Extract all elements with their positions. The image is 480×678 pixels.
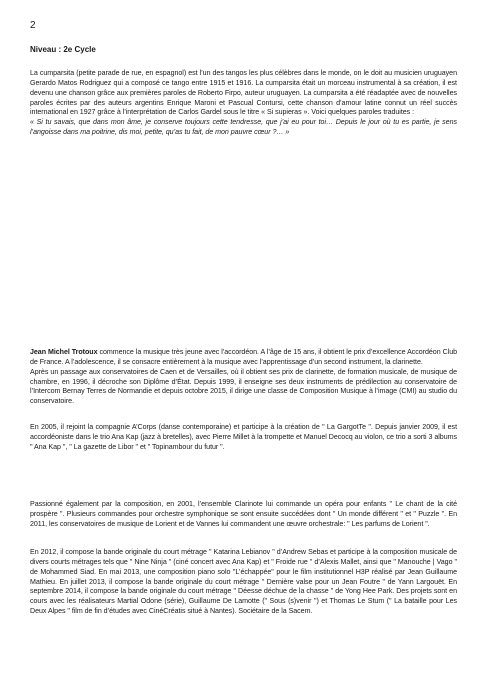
intro-section	[30, 69, 457, 138]
level-heading: Niveau : 2e Cycle	[30, 45, 96, 54]
composer-name: Jean Michel Trotoux	[30, 348, 98, 356]
bio-paragraph-2: En 2005, il rejoint la compagnie A’Corps (danse contemporaine) et participe à la création de " La GargotTe ". Depuis janvier 2009, il est accordéoniste dans le trio Ana Kap (jazz à bretelles), avec Pierre Millet à la trompette et Manuel Decocq au violon, ce trio a sorti 3 albums " Ana Kap ", " La gazette de Libor " et " Topinambour du futur ".	[30, 423, 457, 451]
intro-paragraph: La cumparsita (petite parade de rue, en espagnol) est l’un des tangos les plus célèbres dans le monde, on le doit au musicien uruguayen Gerardo Matos Rodriguez qui a composé ce tango entre 1915 et 1916. La cumparsita était un morceau instrumental à sa création, il est devenu une chanson grâce aux premières paroles de Roberto Firpo, auteur uruguayen. La cumparsita a été réadaptée avec de nouvelles paroles écrites par des auteurs argentins Enrique Maroni et Pascual Contursi, cette chanson d’amour latine connut un réel succès international en 1927 grâce à l’interprétation de Carlos Gardel sous le titre « Si supieras ». Voici quelques paroles traduites :	[30, 69, 457, 117]
bio-paragraph-1b: Après un passage aux conservatoires de Caen et de Versailles, où il obtient ses prix de clarinette, de formation musicale, de musique de chambre, en 1996, il décroche son Diplôme d’État. Depuis 1999, il enseigne ses deux instruments de prédilection au conservatoire de l’Intercom Bernay Terres de Normandie et depuis octobre 2015, il dirige une classe de Composition Musique à l’image (CMI) au studio du conservatoire.	[30, 367, 457, 406]
lyrics-quote: « Si tu savais, que dans mon âme, je conserve toujours cette tendresse, que j’ai eu pour toi… Depuis le jour où tu es partie, je sens l’angoisse dans ma poitrine, dis moi, petite, qu’as tu fait, de mon pauvre cœur ?… »	[30, 118, 457, 137]
bio-paragraph-3: Passionné également par la composition, en 2001, l’ensemble Clarinote lui commande un opéra pour enfants " Le chant de la cité prospère ". Plusieurs commandes pour orchestre symphonique se sont ensuite succédées dont " Un monde différent " et " Puzzle ". En 2011, les conservatoires de musique de Lorient et de Vannes lui commandent une œuvre orchestrale: " Les parfums de Lorient ".	[30, 500, 457, 528]
page-number: 2	[30, 20, 36, 31]
bio-paragraph-1	[30, 348, 457, 368]
bio-paragraph-4: En 2012, il compose la bande originale du court métrage " Katarina Lebianov " d’Andrew Sebas et participe à la composition musicale de divers courts métrages tels que " Nine Ninja " (ciné concert avec Ana Kap) et " Froide rue " d’Alexis Mallet, ainsi que " Manouche | Vago " de Mohammed Siad. En mai 2013, une composition piano solo "L’échappée" pour le film institutionnel H3P réalisé par Jean Guillaume Mathieu. En juillet 2013, il compose la bande originale du court métrage " Dernière valse pour un Jean Foutre " de Yann Largouët. En septembre 2014, il compose la bande originale du court métrage " Déesse déchue de la chasse " de Yong Hee Park. Des projets sont en cours avec les réalisateurs Martial Odone (série), Guillaume De Lamotte (" Sous (s)venir ") et Thomas Le Stum (" La bataille pour Les Deux Alpes " film de fin d’études avec CinéCréatis situé à Nantes). Sociétaire de la Sacem.	[30, 548, 457, 616]
bio-paragraph-1-text: commence la musique très jeune avec l’accordéon. A l’âge de 15 ans, il obtient le prix d’excellence Accordéon Club de France. A l’adolescence, il se consacre entièrement à la musique avec l’apprentissage d’un second instrument, la clarinette.	[30, 348, 458, 366]
biography-intro	[30, 348, 457, 407]
